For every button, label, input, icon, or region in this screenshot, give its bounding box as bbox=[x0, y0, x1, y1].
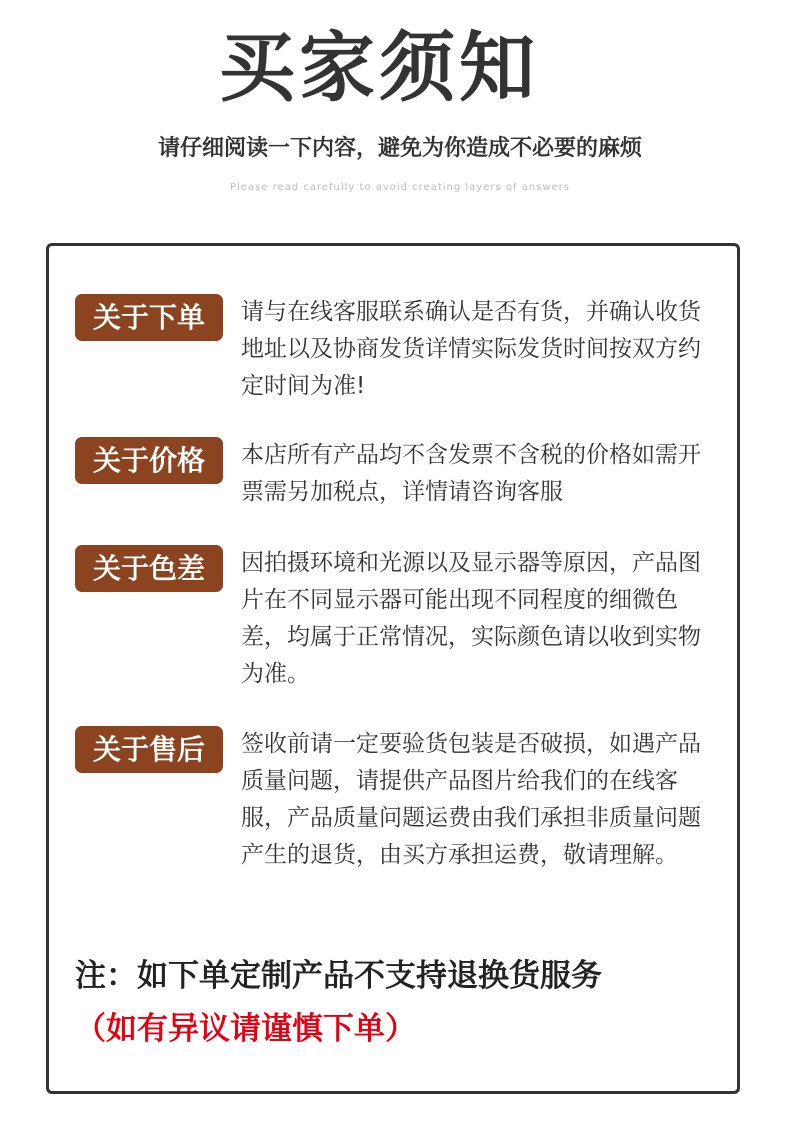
section-order-text: 请与在线客服联系确认是否有货，并确认收货地址以及协商发货详情实际发货时间按双方约定时间为准! bbox=[241, 299, 701, 399]
section-price-text: 本店所有产品均不含发票不含税的价格如需开票需另加税点，详情请咨询客服 bbox=[241, 442, 701, 505]
notice-panel bbox=[46, 243, 740, 1094]
section-color-difference-tag: 关于色差 bbox=[75, 545, 223, 592]
page-title: 买家须知 bbox=[219, 23, 539, 112]
section-color-difference-text: 因拍摄环境和光源以及显示器等原因，产品图片在不同显示器可能出现不同程度的细微色差，均属于正常情况，实际颜色请以收到实物为准。 bbox=[241, 550, 701, 687]
section-after-sales-text: 签收前请一定要验货包装是否破损，如遇产品质量问题，请提供产品图片给我们的在线客服，产品质量问题运费由我们承担非质量问题产生的退货，由买方承担运费，敬请理解。 bbox=[241, 731, 701, 868]
page-subtitle: 请仔细阅读一下内容，避免为你造成不必要的麻烦 bbox=[157, 136, 642, 161]
page-subtitle-english: Please read carefully to avoid creating layers of answers bbox=[229, 182, 571, 193]
objection-warning: （如有异议请谨慎下单） bbox=[75, 1011, 416, 1047]
section-order-tag: 关于下单 bbox=[75, 294, 223, 341]
section-after-sales-tag: 关于售后 bbox=[75, 726, 223, 773]
custom-order-note: 注：如下单定制产品不支持退换货服务 bbox=[75, 958, 602, 994]
section-price-tag: 关于价格 bbox=[75, 437, 223, 484]
